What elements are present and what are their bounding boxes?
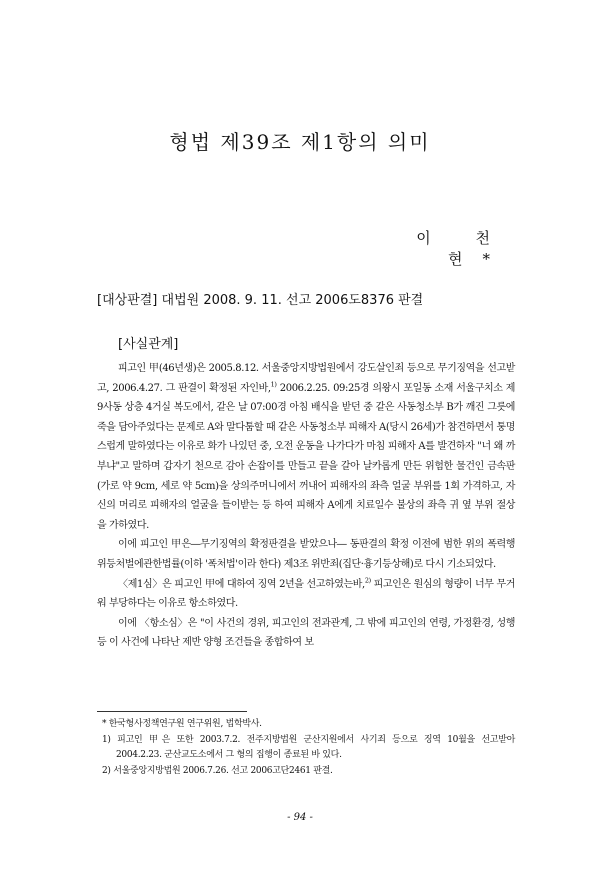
footnote: 1) 피고인 甲은 또한 2003.7.2. 전주지방법원 군산지원에서 사기죄 등으로 징역 10월을 선고받아 2004.2.23. 군산교도소에서 그 형의 집행이 종료된 바 있다.	[102, 734, 515, 760]
footnote: * 한국형사정책연구원 연구위원, 법학박사.	[102, 719, 262, 729]
footnote-ref[interactable]: 2)	[364, 576, 371, 585]
section-heading: [사실관계]	[118, 337, 179, 352]
paragraph: 피고인 甲(46년생)은 2005.8.12. 서울중앙지방법원에서 강도살인죄 등으로 무기징역을 선고받고, 2006.4.27. 그 판결이 확정된 자인바,$^{1)}$ 2006.2.25. 09:25경 의왕시 포일동 소재 서울구치소 제9사동 상층 4거실 복도에서, 같은 날 07:00경 아침 배식을 받던 중 같은 사동청소부 B가 깨진 그릇에 죽을 담아주었다는 문제로 A와 말다툼할 때 같은 사동청소부 피해자 A(당시 26세)가 참견하면서 퉁명스럽게 말하였다는 이유로 화가 나있던 중, 오전 운동을 나가다가 마침 피해자 A를 발견하자 "너 왜 까부냐"고 말하며 갑자기 천으로 감아 손잡이를 만들고 끝을 갈아 날카롭게 만든 위험한 물건인 금속판(가로 약 9cm, 세로 약 5cm)을 상의주머니에서 꺼내어 피해자의 좌측 얼굴 부위를 1회 가격하고, 자신의 머리로 피해자의 얼굴을 들이받는 등 하여 피해자 A에게 치료일수 불상의 좌측 귀 옆 부위 절상을 가하였다.	[97, 363, 515, 531]
page-number: - 94 -	[287, 812, 313, 823]
footnote: 2) 서울중앙지방법원 2006.7.26. 선고 2006고단2461 판결.	[102, 765, 333, 776]
author-name: 이 천 현*	[416, 229, 510, 268]
body-text	[97, 359, 515, 653]
footnote-ref[interactable]: 1)	[270, 380, 277, 389]
case-reference: [대상판결] 대법원 2008. 9. 11. 선고 2006도8376 판결	[97, 293, 424, 308]
footnote-divider	[97, 711, 247, 712]
paragraph: 이에 〈항소심〉은 "이 사건의 경위, 피고인의 전과관계, 그 밖에 피고인의 연령, 가정환경, 성행 등 이 사건에 나타난 제반 양형 조건들을 종합하여 보	[97, 617, 515, 649]
footnotes	[97, 717, 515, 779]
article-title: 형법 제39조 제1항의 의미	[169, 130, 431, 154]
paragraph: 이에 피고인 甲은―무기징역의 확정판결을 받았으나― 동판결의 확정 이전에 범한 위의 폭력행위등처벌에관한법률(이하 '폭처법'이라 한다) 제3조 위반죄(집단·흉기등상해)로 다시 기소되었다.	[97, 539, 515, 570]
paragraph: 〈제1심〉은 피고인 甲에 대하여 징역 2년을 선고하였는바,$^{2)}$ 피고인은 원심의 형량이 너무 무거워 부당하다는 이유로 항소하였다.	[97, 576, 515, 610]
